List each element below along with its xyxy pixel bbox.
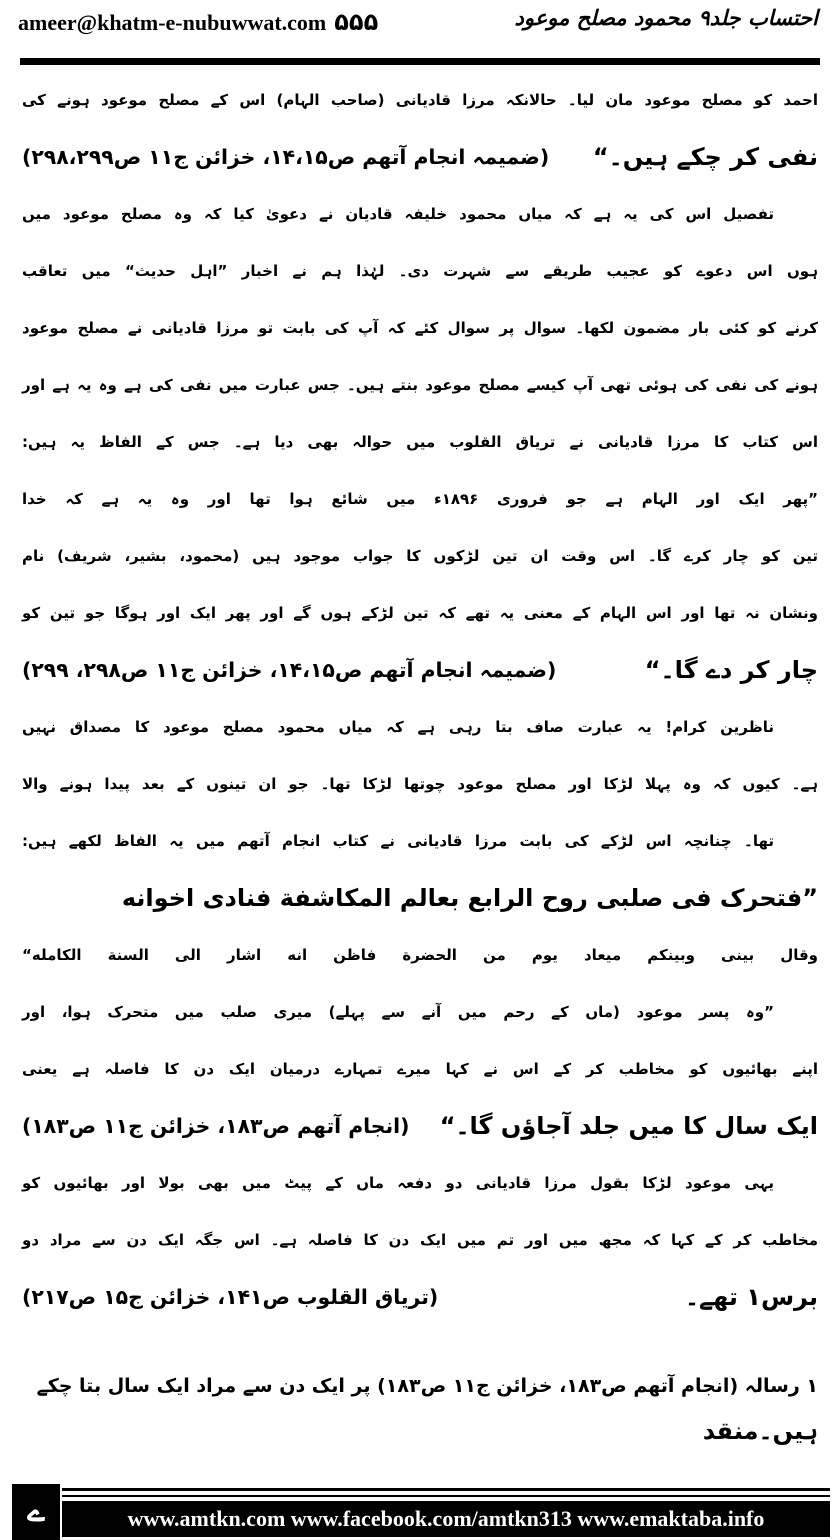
text-line xyxy=(22,703,818,751)
text-line xyxy=(22,1045,818,1093)
text-line xyxy=(22,247,818,295)
text-line xyxy=(22,817,818,865)
text-line xyxy=(22,76,818,124)
text-line xyxy=(22,133,818,181)
line-text: ہیں۔منقد xyxy=(702,1417,818,1445)
email-text: ameer@khatm-e-nubuwwat.com xyxy=(18,10,327,35)
text-line xyxy=(22,304,818,352)
text-line xyxy=(22,1159,818,1207)
line-text: ”فتحرک فی صلبی روح الرابع بعالم المکاشفة فنادی اخوانه xyxy=(121,884,818,912)
text-line xyxy=(22,760,818,808)
line-text: چار کر دے گا۔“ xyxy=(644,656,818,684)
text-line xyxy=(22,589,818,637)
text-line xyxy=(22,532,818,580)
line-text: وقال بینی وبینکم میعاد یوم من الحضرة فاظن انه اشار الی السنة الکامله“ xyxy=(22,946,818,964)
book-title: احتساب جلد۹ محمود مصلح موعود xyxy=(514,6,818,30)
line-text: ”وہ پسر موعود (ماں کے رحم میں آنے سے پہلے) میری صلب میں متحرک ہوا، اور xyxy=(22,1003,774,1021)
line-text: ہوں اس دعوے کو عجیب طریقے سے شہرت دی۔ لہٰذا ہم نے اخبار ”اہل حدیث“ میں تعاقب xyxy=(22,262,818,280)
line-text: احمد کو مصلح موعود مان لیا۔ حالانکہ مرزا قادیانی (صاحب الہام) اس کے مصلح موعود ہونے کی xyxy=(22,91,818,109)
line-text: تین کو چار کرے گا۔ اس وقت ان تین لڑکوں کا جواب موجود ہیں (محمود، بشیر، شریف) نام xyxy=(22,547,818,565)
text-line xyxy=(22,1216,818,1264)
text-line xyxy=(22,646,818,694)
footer-links: www.amtkn.com www.facebook.com/amtkn313 www.emaktaba.info xyxy=(62,1501,830,1537)
line-text: برس۱ تھے۔ xyxy=(684,1283,818,1311)
citation: (ضمیمہ انجام آتھم ص۱۴،۱۵، خزائن ج۱۱ ص۲۹۸،۲۹۹) xyxy=(22,145,550,169)
line-text: ہونے کی نفی کی ہوئی تھی آپ کیسے مصلح موعود بنتے ہیں۔ جس عبارت میں نفی کی ہے وہ یہ ہے اور xyxy=(22,376,818,394)
citation: (انجام آتھم ص۱۸۳، خزائن ج۱۱ ص۱۸۳) xyxy=(22,1114,410,1138)
line-text: ناظرین کرام! یہ عبارت صاف بتا رہی ہے کہ میاں محمود مصلح موعود کا مصداق نہیں xyxy=(22,718,774,736)
text-line xyxy=(22,874,818,922)
header-email xyxy=(18,8,378,36)
footer-rule xyxy=(62,1488,830,1491)
line-text: تھا۔ چنانچہ اس لڑکے کی بابت مرزا قادیانی نے کتاب انجام آتھم میں یہ الفاظ لکھے ہیں: xyxy=(22,832,774,850)
line-text: اپنے بھائیوں کو مخاطب کر کے اس نے کہا میرے تمہارے درمیان ایک دن کا فاصلہ ہے یعنی xyxy=(22,1060,818,1078)
text-line xyxy=(22,988,818,1036)
text-line xyxy=(22,418,818,466)
citation: (ضمیمہ انجام آتھم ص۱۴،۱۵، خزائن ج۱۱ ص۲۹۸، ۲۹۹) xyxy=(22,658,557,682)
line-text: مخاطب کر کے کہا کہ مجھ میں اور تم میں ایک دن کا فاصلہ ہے۔ اس جگہ ایک دن سے مراد دو xyxy=(22,1231,818,1249)
text-line xyxy=(22,931,818,979)
footnote-line xyxy=(22,1407,818,1455)
line-text: تفصیل اس کی یہ ہے کہ میاں محمود خلیفہ قادیان نے دعویٰ کیا کہ وہ مصلح موعود میں xyxy=(22,205,774,223)
text-line xyxy=(22,190,818,238)
line-text: ونشان نہ تھا اور اس الہام کے معنی یہ تھے کہ تین لڑکے ہوں گے اور پھر ایک اور ہوگا جو تین کو xyxy=(22,604,818,622)
citation: (تریاق القلوب ص۱۴۱، خزائن ج۱۵ ص۲۱۷) xyxy=(22,1285,439,1309)
line-text: ہے۔ کیوں کہ وہ پہلا لڑکا اور مصلح موعود چوتھا لڑکا تھا۔ جو ان تینوں کے بعد پیدا ہونے والا xyxy=(22,775,818,793)
line-text: کرنے کو کئی بار مضمون لکھا۔ سوال پر سوال کئے کہ آپ کی بابت تو مرزا قادیانی نے مصلح موعود xyxy=(22,319,818,337)
line-text: ۱ رسالہ (انجام آتھم ص۱۸۳، خزائن ج۱۱ ص۱۸۳) پر ایک دن سے مراد ایک سال بتا چکے xyxy=(36,1375,818,1397)
text-line xyxy=(22,475,818,523)
text-line xyxy=(22,1273,818,1321)
footnote-line xyxy=(22,1362,818,1410)
text-line xyxy=(22,361,818,409)
line-text: ”پھر ایک اور الہام ہے جو فروری ۱۸۹۶ء میں شائع ہوا تھا اور وہ یہ ہے کہ خدا xyxy=(22,490,819,508)
footer-page-marker: ے xyxy=(12,1484,60,1540)
line-text: نفی کر چکے ہیں۔“ xyxy=(592,143,818,171)
line-text: اس کتاب کا مرزا قادیانی نے تریاق القلوب میں حوالہ بھی دیا ہے۔ جس کے الفاظ یہ ہیں: xyxy=(22,433,818,451)
footer-rule xyxy=(62,1495,830,1497)
page-number: ۵۵۵ xyxy=(334,8,379,36)
header-rule xyxy=(20,58,820,65)
line-text: یہی موعود لڑکا بقول مرزا قادیانی دو دفعہ ماں کے پیٹ میں بھی بولا اور بھائیوں کو xyxy=(22,1174,774,1192)
text-line xyxy=(22,1102,818,1150)
line-text: ایک سال کا میں جلد آجاؤں گا۔“ xyxy=(439,1112,818,1140)
